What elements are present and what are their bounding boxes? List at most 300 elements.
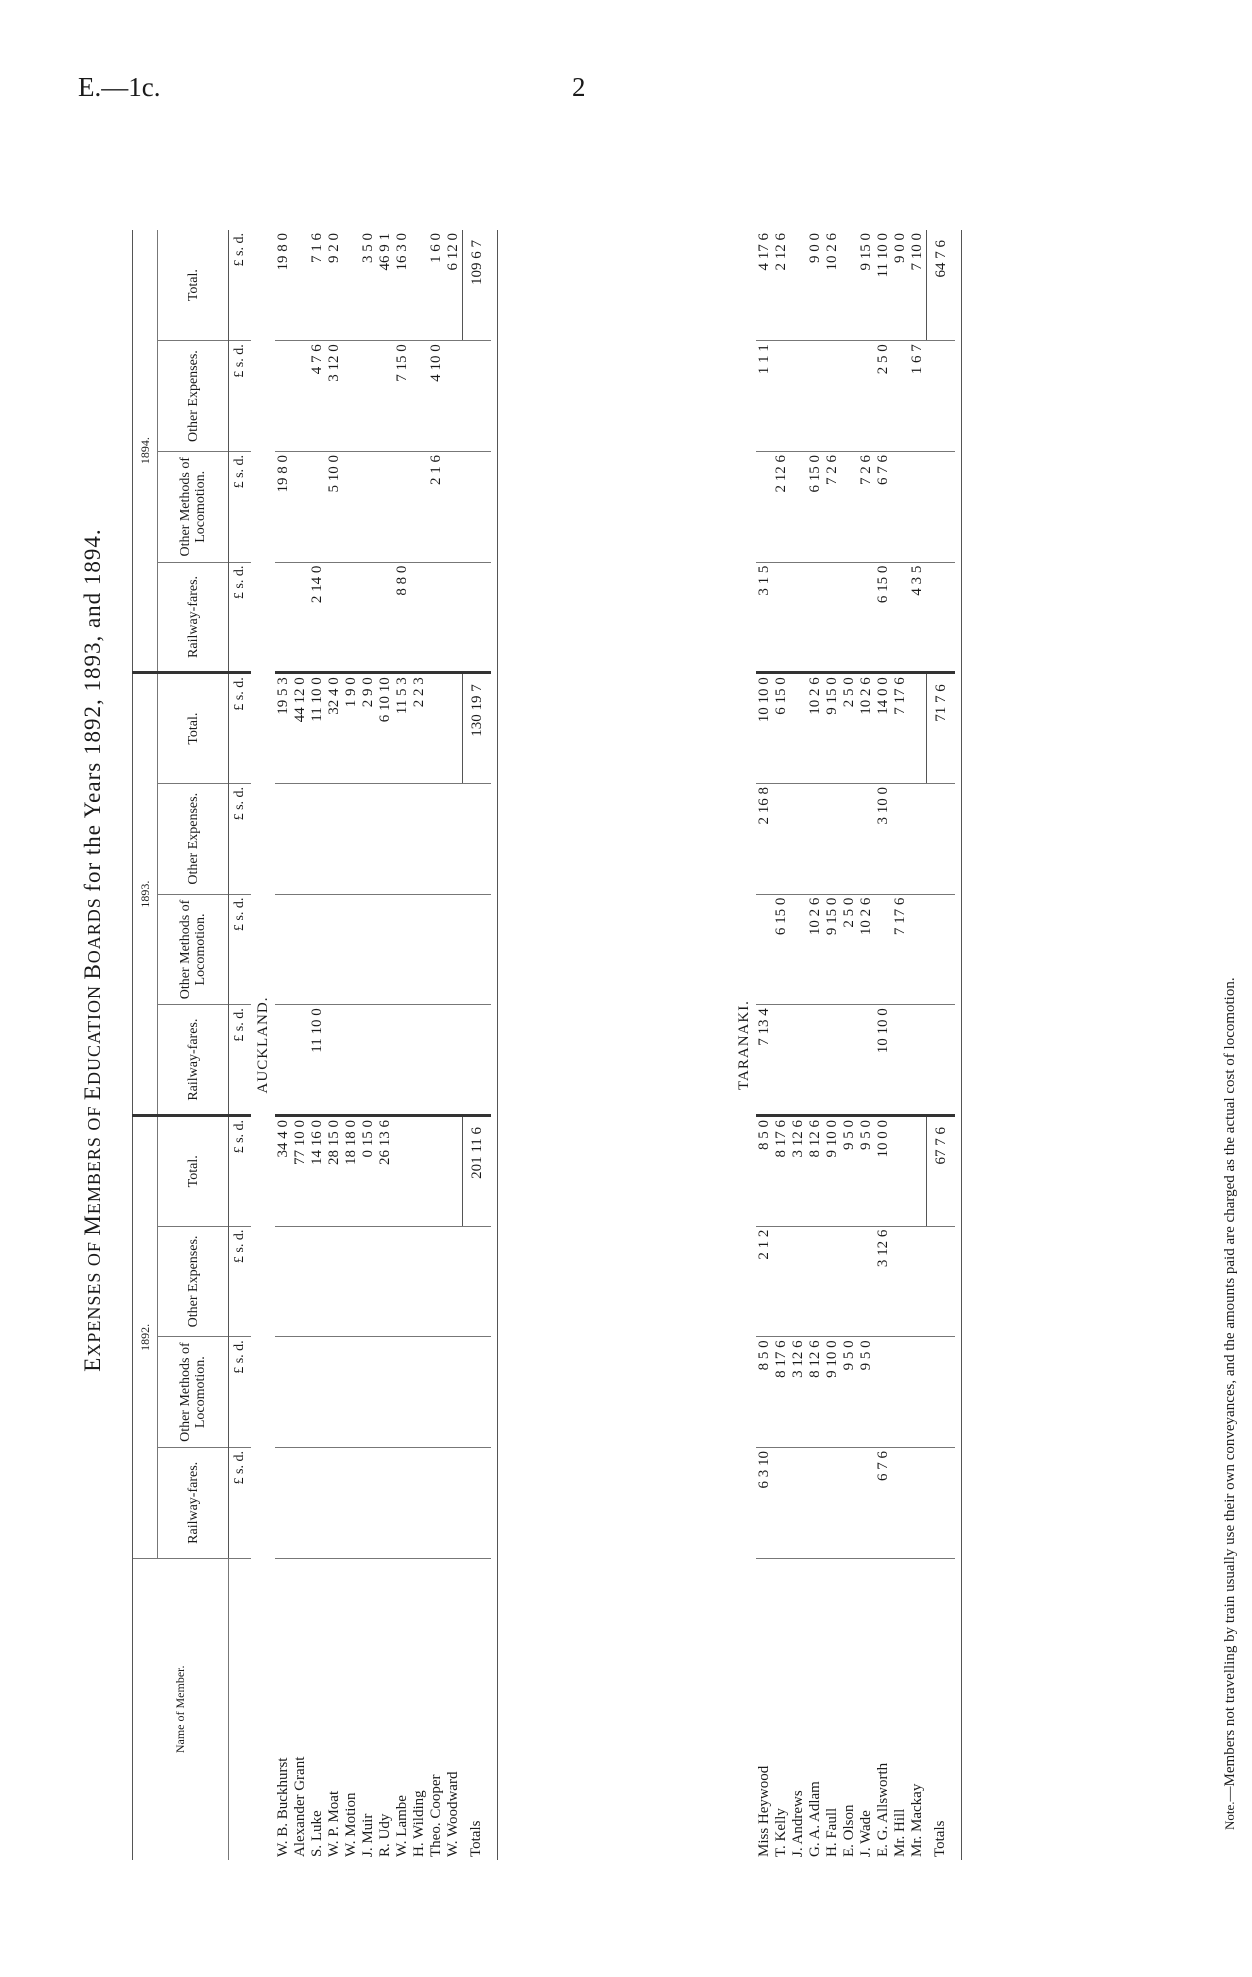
amount-cell bbox=[275, 894, 292, 1005]
amount-cell bbox=[411, 783, 428, 894]
table-row bbox=[841, 230, 858, 1860]
table-row bbox=[326, 230, 343, 1860]
amount-cell: 8 12 6 bbox=[807, 1337, 824, 1448]
amount-cell bbox=[445, 894, 463, 1005]
amount-cell bbox=[411, 1226, 428, 1337]
amount-cell bbox=[909, 1115, 927, 1226]
amount-cell: 10 2 6 bbox=[824, 230, 841, 341]
table-row bbox=[756, 230, 773, 1860]
amount-cell: 11 10 0 bbox=[309, 673, 326, 784]
amount-cell: 6 15 0 bbox=[773, 894, 790, 1005]
member-name: W. P. Moat bbox=[326, 1790, 342, 1857]
amount-cell: 6 15 0 bbox=[807, 451, 824, 562]
amount-cell: 11 10 0 bbox=[309, 1005, 326, 1116]
amount-cell bbox=[275, 562, 292, 673]
amount-cell bbox=[841, 562, 858, 673]
amount-cell bbox=[343, 1226, 360, 1337]
rule-cell bbox=[491, 230, 498, 1860]
amount-cell: 32 4 0 bbox=[326, 673, 343, 784]
empty-cell bbox=[463, 562, 492, 673]
empty-cell bbox=[463, 1447, 492, 1558]
member-name: E. G. Allsworth bbox=[875, 1762, 891, 1857]
amount-cell bbox=[343, 1337, 360, 1448]
amount-cell bbox=[892, 562, 909, 673]
table-row bbox=[377, 230, 394, 1860]
column-header: Railway-fares. bbox=[158, 1005, 229, 1116]
amount-cell: 8 5 0 bbox=[756, 1115, 773, 1226]
amount-cell bbox=[824, 783, 841, 894]
totals-label: Totals bbox=[932, 1820, 949, 1857]
empty-cell bbox=[463, 1226, 492, 1337]
amount-cell bbox=[377, 1005, 394, 1116]
amount-cell bbox=[360, 451, 377, 562]
amount-cell bbox=[892, 451, 909, 562]
amount-cell bbox=[756, 894, 773, 1005]
amount-cell: 3 12 6 bbox=[875, 1226, 892, 1337]
amount-cell bbox=[360, 1005, 377, 1116]
amount-cell bbox=[275, 1447, 292, 1558]
amount-cell: 10 2 6 bbox=[858, 894, 875, 1005]
amount-cell bbox=[841, 451, 858, 562]
amount-cell bbox=[824, 341, 841, 452]
amount-cell: 1 1 1 bbox=[756, 341, 773, 452]
amount-cell: 9 0 0 bbox=[807, 230, 824, 341]
amount-cell bbox=[292, 341, 309, 452]
page-number: 2 bbox=[572, 72, 586, 102]
amount-cell bbox=[394, 1115, 411, 1226]
amount-cell bbox=[292, 451, 309, 562]
amount-cell: 7 17 6 bbox=[892, 894, 909, 1005]
amount-cell: 1 9 0 bbox=[343, 673, 360, 784]
table-row bbox=[909, 230, 927, 1860]
column-header: Other Expenses. bbox=[158, 1226, 229, 1337]
table-row bbox=[824, 230, 841, 1860]
member-name: H. Faull bbox=[824, 1807, 840, 1857]
amount-cell bbox=[292, 562, 309, 673]
table-row bbox=[343, 230, 360, 1860]
amount-cell bbox=[377, 894, 394, 1005]
currency-units: £ s. d. bbox=[229, 562, 252, 673]
amount-cell: 3 12 0 bbox=[326, 341, 343, 452]
amount-cell bbox=[411, 341, 428, 452]
amount-cell bbox=[309, 894, 326, 1005]
amount-cell bbox=[858, 1447, 875, 1558]
amount-cell: 6 12 0 bbox=[445, 230, 463, 341]
amount-cell bbox=[377, 341, 394, 452]
amount-cell: 4 17 6 bbox=[756, 230, 773, 341]
amount-cell bbox=[394, 1447, 411, 1558]
amount-cell: 9 0 0 bbox=[892, 230, 909, 341]
amount-cell bbox=[428, 673, 445, 784]
member-name: W. Lambe bbox=[394, 1795, 410, 1857]
amount-cell bbox=[790, 673, 807, 784]
amount-cell bbox=[875, 894, 892, 1005]
member-name: Miss Heywood bbox=[756, 1765, 772, 1857]
amount-cell bbox=[909, 1447, 927, 1558]
amount-cell bbox=[445, 1337, 463, 1448]
amount-cell bbox=[428, 1115, 445, 1226]
amount-cell bbox=[428, 1447, 445, 1558]
table-row bbox=[360, 230, 377, 1860]
amount-cell bbox=[394, 1005, 411, 1116]
amount-cell bbox=[824, 562, 841, 673]
amount-cell bbox=[309, 451, 326, 562]
total-amount: 64 7 6 bbox=[927, 230, 956, 341]
amount-cell bbox=[275, 1337, 292, 1448]
empty-cell bbox=[463, 783, 492, 894]
amount-cell bbox=[790, 562, 807, 673]
column-header: Total. bbox=[158, 230, 229, 341]
member-name: Alexander Grant bbox=[292, 1756, 308, 1857]
amount-cell: 9 5 0 bbox=[858, 1115, 875, 1226]
amount-cell: 8 17 6 bbox=[773, 1337, 790, 1448]
total-amount: 71 7 6 bbox=[927, 673, 956, 784]
units-spacer bbox=[229, 1558, 252, 1860]
amount-cell: 10 2 6 bbox=[858, 673, 875, 784]
amount-cell: 9 2 0 bbox=[326, 230, 343, 341]
amount-cell: 7 17 6 bbox=[892, 673, 909, 784]
amount-cell: 2 5 0 bbox=[841, 894, 858, 1005]
table-row bbox=[428, 230, 445, 1860]
amount-cell: 77 10 0 bbox=[292, 1115, 309, 1226]
amount-cell: 2 16 8 bbox=[756, 783, 773, 894]
amount-cell: 9 5 0 bbox=[858, 1337, 875, 1448]
empty-cell bbox=[927, 1447, 956, 1558]
column-header: Other Methods of Locomotion. bbox=[158, 451, 229, 562]
amount-cell bbox=[790, 1447, 807, 1558]
amount-cell bbox=[892, 783, 909, 894]
amount-cell bbox=[411, 1337, 428, 1448]
member-name: R. Udy bbox=[377, 1813, 393, 1857]
amount-cell: 7 1 6 bbox=[309, 230, 326, 341]
rotated-table-region bbox=[52, 0, 1252, 1900]
amount-cell bbox=[326, 1337, 343, 1448]
amount-cell bbox=[445, 451, 463, 562]
amount-cell: 1 6 7 bbox=[909, 341, 927, 452]
column-header: Other Methods of Locomotion. bbox=[158, 894, 229, 1005]
amount-cell bbox=[909, 1226, 927, 1337]
table-row bbox=[875, 230, 892, 1860]
amount-cell bbox=[411, 451, 428, 562]
amount-cell bbox=[790, 341, 807, 452]
amount-cell bbox=[824, 1226, 841, 1337]
amount-cell bbox=[428, 1337, 445, 1448]
amount-cell bbox=[377, 451, 394, 562]
amount-cell bbox=[807, 1226, 824, 1337]
amount-cell: 2 5 0 bbox=[841, 673, 858, 784]
amount-cell: 6 7 6 bbox=[875, 451, 892, 562]
amount-cell bbox=[824, 1447, 841, 1558]
amount-cell bbox=[858, 1226, 875, 1337]
amount-cell bbox=[841, 1447, 858, 1558]
amount-cell bbox=[445, 1115, 463, 1226]
amount-cell bbox=[343, 451, 360, 562]
table-row bbox=[309, 230, 326, 1860]
year-header: 1893. bbox=[133, 673, 158, 1116]
amount-cell: 3 12 6 bbox=[790, 1337, 807, 1448]
amount-cell: 11 5 3 bbox=[394, 673, 411, 784]
amount-cell: 44 12 0 bbox=[292, 673, 309, 784]
amount-cell bbox=[275, 341, 292, 452]
footnote: Note.—Members not travelling by train usually use their own conveyances, and the amounts paid are charged as the actual cost of locomotion. bbox=[1222, 977, 1238, 1830]
amount-cell bbox=[343, 341, 360, 452]
bottom-rule bbox=[491, 230, 498, 1860]
currency-units: £ s. d. bbox=[229, 673, 252, 784]
member-name: T. Kelly bbox=[773, 1808, 789, 1857]
amount-cell bbox=[394, 451, 411, 562]
amount-cell bbox=[343, 783, 360, 894]
table-row bbox=[445, 230, 463, 1860]
amount-cell bbox=[858, 783, 875, 894]
amount-cell: 7 10 0 bbox=[909, 230, 927, 341]
amount-cell: 14 0 0 bbox=[875, 673, 892, 784]
amount-cell bbox=[892, 1447, 909, 1558]
amount-cell bbox=[394, 894, 411, 1005]
amount-cell bbox=[909, 673, 927, 784]
amount-cell bbox=[841, 1226, 858, 1337]
amount-cell bbox=[841, 1005, 858, 1116]
amount-cell bbox=[445, 783, 463, 894]
table-row bbox=[275, 230, 292, 1860]
amount-cell: 9 10 0 bbox=[824, 1337, 841, 1448]
amount-cell bbox=[377, 783, 394, 894]
amount-cell: 3 1 5 bbox=[756, 562, 773, 673]
units-row bbox=[229, 230, 252, 1860]
amount-cell bbox=[445, 562, 463, 673]
amount-cell bbox=[309, 1337, 326, 1448]
amount-cell bbox=[292, 1226, 309, 1337]
currency-units: £ s. d. bbox=[229, 1447, 252, 1558]
amount-cell: 5 10 0 bbox=[326, 451, 343, 562]
currency-units: £ s. d. bbox=[229, 783, 252, 894]
amount-cell bbox=[445, 1447, 463, 1558]
totals-row bbox=[463, 230, 492, 1860]
amount-cell bbox=[411, 1447, 428, 1558]
currency-units: £ s. d. bbox=[229, 230, 252, 341]
member-name: W. Motion bbox=[343, 1792, 359, 1857]
column-header: Railway-fares. bbox=[158, 1447, 229, 1558]
amount-cell: 6 7 6 bbox=[875, 1447, 892, 1558]
amount-cell bbox=[773, 341, 790, 452]
empty-cell bbox=[927, 783, 956, 894]
amount-cell bbox=[411, 894, 428, 1005]
amount-cell bbox=[790, 894, 807, 1005]
taranaki-table bbox=[732, 230, 962, 1860]
amount-cell: 3 10 0 bbox=[875, 783, 892, 894]
amount-cell bbox=[377, 1337, 394, 1448]
amount-cell bbox=[428, 1005, 445, 1116]
amount-cell bbox=[292, 1005, 309, 1116]
amount-cell: 6 10 10 bbox=[377, 673, 394, 784]
amount-cell bbox=[275, 1226, 292, 1337]
amount-cell: 10 2 6 bbox=[807, 673, 824, 784]
year-header: 1894. bbox=[133, 230, 158, 673]
member-name: J. Wade bbox=[858, 1810, 874, 1857]
currency-units: £ s. d. bbox=[229, 1337, 252, 1448]
amount-cell bbox=[875, 1337, 892, 1448]
section-title: TARANAKI. bbox=[735, 1000, 752, 1090]
total-amount: 67 7 6 bbox=[927, 1115, 956, 1226]
amount-cell: 16 3 0 bbox=[394, 230, 411, 341]
amount-cell bbox=[790, 230, 807, 341]
amount-cell: 2 1 2 bbox=[756, 1226, 773, 1337]
member-name: Mr. Hill bbox=[892, 1808, 908, 1857]
year-header: 1892. bbox=[133, 1115, 158, 1558]
empty-cell bbox=[463, 341, 492, 452]
amount-cell bbox=[858, 341, 875, 452]
amount-cell bbox=[428, 894, 445, 1005]
currency-units: £ s. d. bbox=[229, 1115, 252, 1226]
amount-cell: 8 8 0 bbox=[394, 562, 411, 673]
total-amount: 130 19 7 bbox=[463, 673, 492, 784]
table-row bbox=[858, 230, 875, 1860]
amount-cell bbox=[309, 1226, 326, 1337]
amount-cell: 10 0 0 bbox=[875, 1115, 892, 1226]
empty-cell bbox=[927, 562, 956, 673]
amount-cell bbox=[773, 562, 790, 673]
amount-cell bbox=[790, 783, 807, 894]
empty-cell bbox=[463, 1337, 492, 1448]
amount-cell bbox=[411, 562, 428, 673]
amount-cell: 10 10 0 bbox=[875, 1005, 892, 1116]
amount-cell bbox=[807, 562, 824, 673]
amount-cell bbox=[377, 1226, 394, 1337]
amount-cell: 9 15 0 bbox=[824, 894, 841, 1005]
member-name: J. Andrews bbox=[790, 1790, 806, 1857]
amount-cell bbox=[841, 230, 858, 341]
amount-cell: 6 15 0 bbox=[773, 673, 790, 784]
amount-cell: 2 9 0 bbox=[360, 673, 377, 784]
amount-cell bbox=[309, 783, 326, 894]
amount-cell bbox=[292, 894, 309, 1005]
amount-cell bbox=[411, 230, 428, 341]
amount-cell bbox=[326, 1447, 343, 1558]
amount-cell: 8 5 0 bbox=[756, 1337, 773, 1448]
column-header: Other Methods of Locomotion. bbox=[158, 1337, 229, 1448]
bottom-rule bbox=[955, 230, 962, 1860]
amount-cell bbox=[343, 230, 360, 341]
amount-cell bbox=[326, 783, 343, 894]
amount-cell bbox=[360, 1226, 377, 1337]
member-name: H. Wilding bbox=[411, 1790, 427, 1857]
empty-cell bbox=[463, 1005, 492, 1116]
member-name: Mr. Mackay bbox=[909, 1783, 926, 1857]
amount-cell bbox=[394, 783, 411, 894]
totals-row bbox=[927, 230, 956, 1860]
amount-cell: 6 3 10 bbox=[756, 1447, 773, 1558]
amount-cell bbox=[773, 1447, 790, 1558]
amount-cell bbox=[343, 1005, 360, 1116]
amount-cell bbox=[858, 562, 875, 673]
amount-cell: 9 10 0 bbox=[824, 1115, 841, 1226]
empty-cell bbox=[463, 894, 492, 1005]
amount-cell bbox=[841, 783, 858, 894]
amount-cell bbox=[292, 783, 309, 894]
empty-cell bbox=[463, 451, 492, 562]
empty-cell bbox=[927, 1005, 956, 1116]
amount-cell bbox=[377, 562, 394, 673]
amount-cell bbox=[275, 783, 292, 894]
amount-cell bbox=[394, 1337, 411, 1448]
amount-cell bbox=[773, 1005, 790, 1116]
amount-cell: 2 14 0 bbox=[309, 562, 326, 673]
currency-units: £ s. d. bbox=[229, 894, 252, 1005]
amount-cell: 19 8 0 bbox=[275, 230, 292, 341]
amount-cell bbox=[445, 673, 463, 784]
amount-cell bbox=[790, 1005, 807, 1116]
amount-cell: 11 10 0 bbox=[875, 230, 892, 341]
amount-cell bbox=[773, 783, 790, 894]
amount-cell: 2 1 6 bbox=[428, 451, 445, 562]
amount-cell bbox=[790, 1226, 807, 1337]
amount-cell: 10 10 0 bbox=[756, 673, 773, 784]
amount-cell: 19 5 3 bbox=[275, 673, 292, 784]
amount-cell bbox=[360, 894, 377, 1005]
empty-cell bbox=[927, 1337, 956, 1448]
member-name: W. Woodward bbox=[445, 1771, 462, 1857]
amount-cell: 4 7 6 bbox=[309, 341, 326, 452]
auckland-table bbox=[132, 230, 498, 1860]
amount-cell: 9 5 0 bbox=[841, 1115, 858, 1226]
amount-cell bbox=[411, 1115, 428, 1226]
table-row bbox=[394, 230, 411, 1860]
rule-cell bbox=[955, 230, 962, 1860]
amount-cell: 14 16 0 bbox=[309, 1115, 326, 1226]
amount-cell bbox=[360, 783, 377, 894]
amount-cell bbox=[445, 341, 463, 452]
amount-cell bbox=[909, 451, 927, 562]
amount-cell: 4 3 5 bbox=[909, 562, 927, 673]
amount-cell: 28 15 0 bbox=[326, 1115, 343, 1226]
table-caption: EXPENSES OF MEMBERS OF EDUCATION BOARDS for the Years 1892, 1893, and 1894. bbox=[80, 528, 105, 1372]
amount-cell: 46 9 1 bbox=[377, 230, 394, 341]
page-code: E.—1c. bbox=[78, 72, 161, 102]
member-name: W. B. Buckhurst bbox=[275, 1757, 291, 1857]
amount-cell: 2 12 6 bbox=[773, 230, 790, 341]
amount-cell bbox=[326, 894, 343, 1005]
name-column-header: Name of Member. bbox=[133, 1558, 229, 1860]
amount-cell bbox=[360, 562, 377, 673]
amount-cell: 18 18 0 bbox=[343, 1115, 360, 1226]
amount-cell bbox=[807, 783, 824, 894]
amount-cell bbox=[892, 341, 909, 452]
total-amount: 109 6 7 bbox=[463, 230, 492, 341]
amount-cell bbox=[790, 451, 807, 562]
amount-cell bbox=[377, 1447, 394, 1558]
amount-cell bbox=[309, 1447, 326, 1558]
amount-cell bbox=[807, 341, 824, 452]
currency-units: £ s. d. bbox=[229, 451, 252, 562]
empty-cell bbox=[927, 894, 956, 1005]
amount-cell bbox=[275, 1005, 292, 1116]
amount-cell bbox=[343, 1447, 360, 1558]
member-name: E. Olson bbox=[841, 1804, 857, 1857]
amount-cell: 2 2 3 bbox=[411, 673, 428, 784]
amount-cell bbox=[326, 1226, 343, 1337]
column-header: Total. bbox=[158, 673, 229, 784]
amount-cell bbox=[326, 562, 343, 673]
amount-cell: 8 12 6 bbox=[807, 1115, 824, 1226]
table-row bbox=[292, 230, 309, 1860]
totals-label: Totals bbox=[468, 1820, 485, 1857]
total-amount: 201 11 6 bbox=[463, 1115, 492, 1226]
column-header: Other Expenses. bbox=[158, 783, 229, 894]
amount-cell: 3 12 6 bbox=[790, 1115, 807, 1226]
amount-cell bbox=[394, 1226, 411, 1337]
empty-cell bbox=[927, 451, 956, 562]
amount-cell bbox=[892, 1337, 909, 1448]
amount-cell bbox=[428, 562, 445, 673]
